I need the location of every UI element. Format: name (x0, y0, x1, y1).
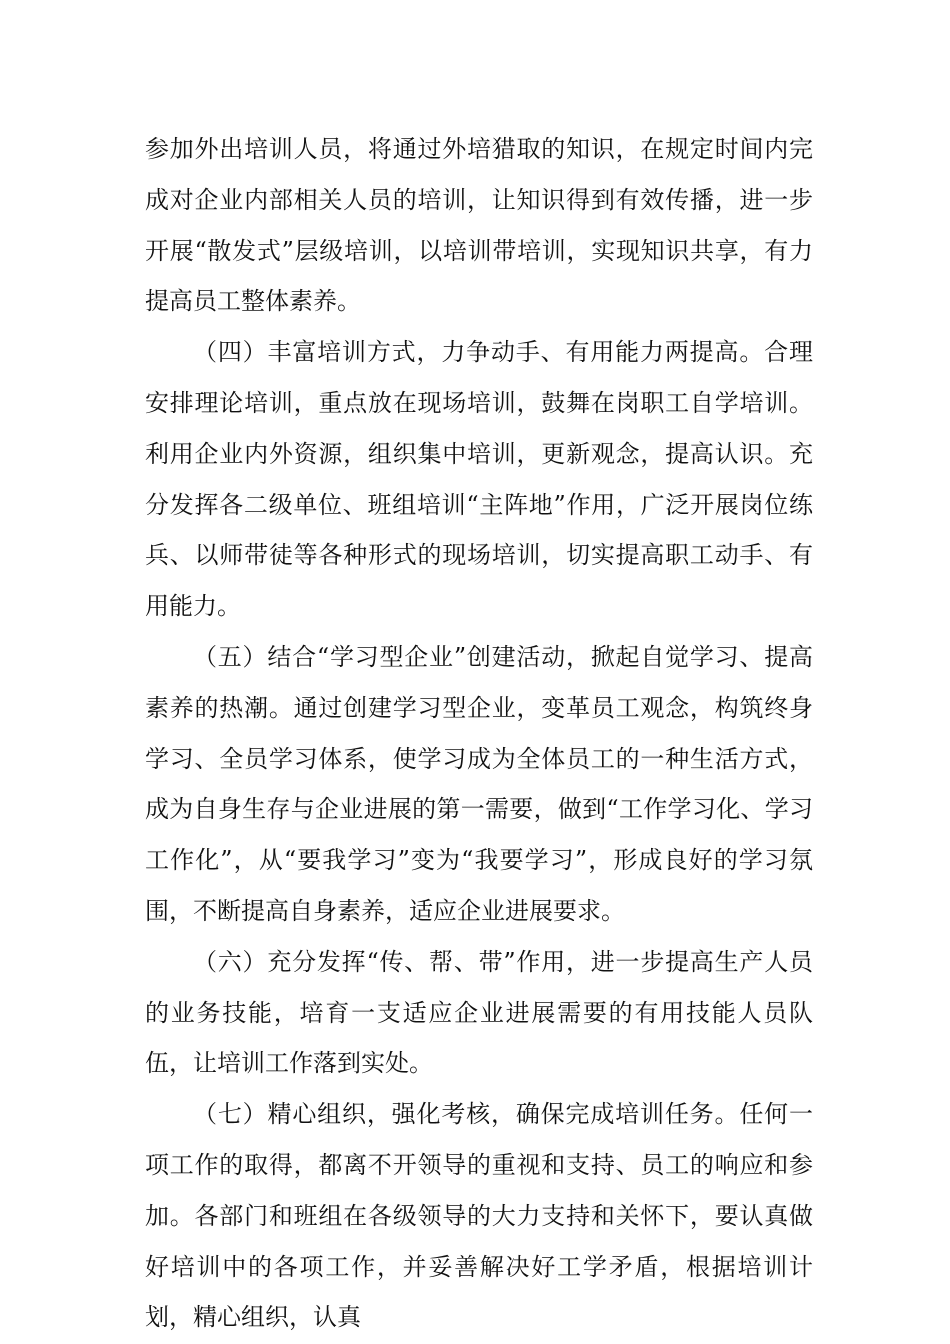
paragraph-continuation: 参加外出培训人员，将通过外培猎取的知识，在规定时间内完成对企业内部相关人员的培训，让知识得到有效传播，进一步开展“散发式”层级培训，以培训带培训，实现知识共享，有力提高员工整体素养。 (145, 135, 813, 316)
paragraph-section-4: （四）丰富培训方式，力争动手、有用能力两提高。合理安排理论培训，重点放在现场培训，鼓舞在岗职工自学培训。利用企业内外资源，组织集中培训，更新观念，提高认识。充分发挥各二级单位、班组培训“主阵地”作用，广泛开展岗位练兵、以师带徒等各种形式的现场培训，切实提高职工动手、有用能力。 (145, 338, 813, 621)
document-body (145, 124, 813, 1343)
paragraph-section-6: （六）充分发挥“传、帮、带”作用，进一步提高生产人员的业务技能，培育一支适应企业进展需要的有用技能人员队伍，让培训工作落到实处。 (145, 947, 813, 1078)
paragraph-section-7: （七）精心组织，强化考核，确保完成培训任务。任何一项工作的取得，都离不开领导的重视和支持、员工的响应和参加。各部门和班组在各级领导的大力支持和关怀下，要认真做好培训中的各项工作，并妥善解决好工学矛盾，根据培训计划，精心组织，认真 (145, 1100, 813, 1332)
paragraph-section-5: （五）结合“学习型企业”创建活动，掀起自觉学习、提高素养的热潮。通过创建学习型企业，变革员工观念，构筑终身学习、全员学习体系，使学习成为全体员工的一种生活方式，成为自身生存与企业进展的第一需要，做到“工作学习化、学习工作化”，从“要我学习”变为“我要学习”，形成良好的学习氛围，不断提高自身素养，适应企业进展要求。 (145, 642, 813, 925)
